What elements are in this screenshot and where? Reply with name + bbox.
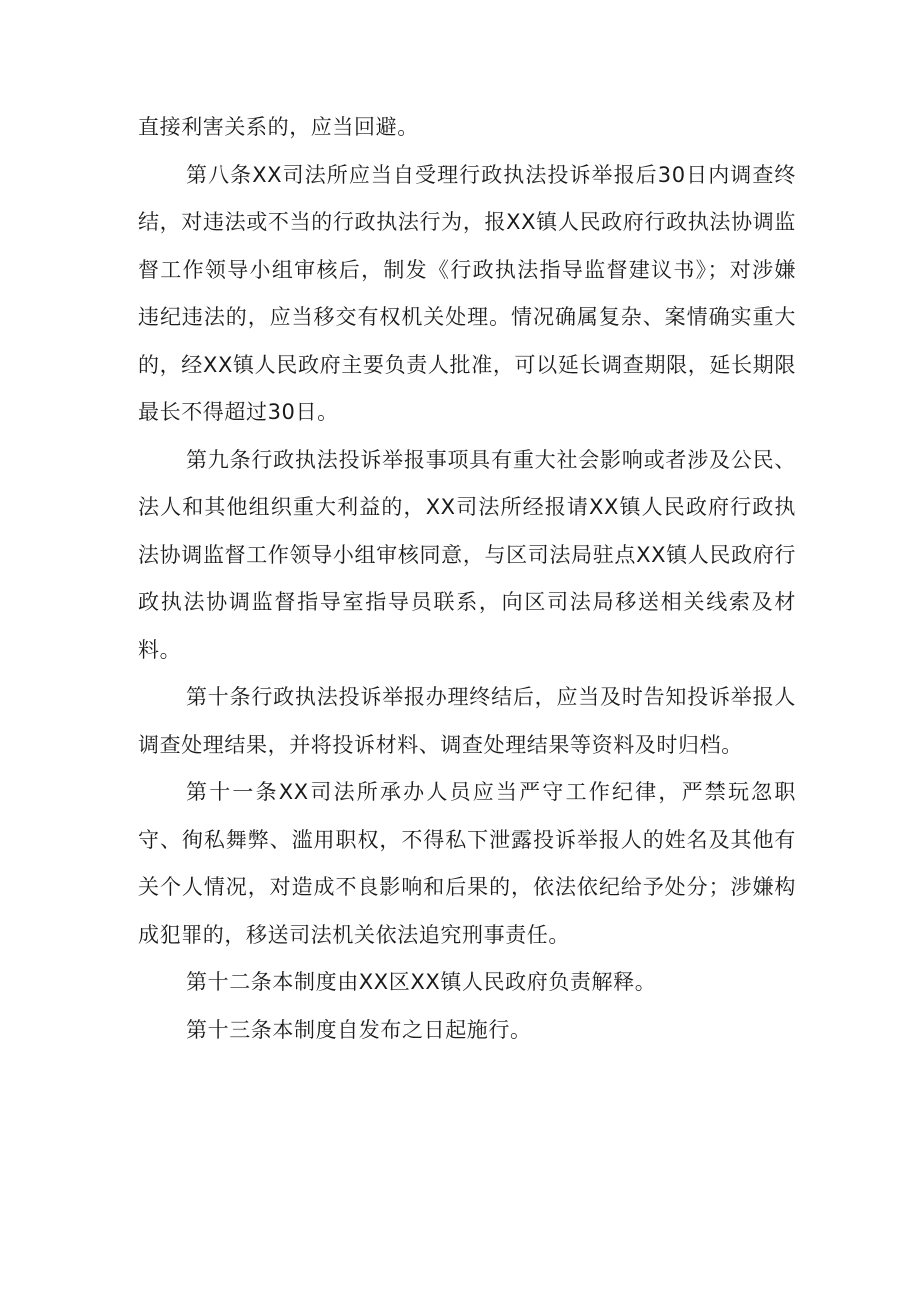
article-10-paragraph: 第十条行政执法投诉举报办理终结后，应当及时告知投诉举报人调查处理结果，并将投诉材料、调查处理结果等资料及时归档。 [138, 685, 796, 757]
article-9-paragraph: 第九条行政执法投诉举报事项具有重大社会影响或者涉及公民、法人和其他组织重大利益的，XX司法所经报请XX镇人民政府行政执法协调监督工作领导小组审核同意，与区司法局驻点XX镇人民政府行政执法协调监督指导室指导员联系，向区司法局移送相关线索及材料。 [138, 447, 796, 662]
article-12-paragraph: 第十二条本制度由XX区XX镇人民政府负责解释。 [186, 970, 657, 994]
paragraph-continuation: 直接利害关系的，应当回避。 [138, 115, 419, 139]
article-11-paragraph: 第十一条XX司法所承办人员应当严守工作纪律，严禁玩忽职守、徇私舞弊、滥用职权，不得私下泄露投诉举报人的姓名及其他有关个人情况，对造成不良影响和后果的，依法依纪给予处分；涉嫌构成犯罪的，移送司法机关依法追究刑事责任。 [138, 780, 796, 947]
document-body [138, 104, 796, 1054]
article-8-paragraph: 第八条XX司法所应当自受理行政执法投诉举报后30日内调查终结，对违法或不当的行政执法行为，报XX镇人民政府行政执法协调监督工作领导小组审核后，制发《行政执法指导监督建议书》；对涉嫌违纪违法的，应当移交有权机关处理。情况确属复杂、案情确实重大的，经XX镇人民政府主要负责人批准，可以延长调查期限，延长期限最长不得超过30日。 [138, 162, 796, 424]
article-13-paragraph: 第十三条本制度自发布之日起施行。 [186, 1017, 532, 1042]
